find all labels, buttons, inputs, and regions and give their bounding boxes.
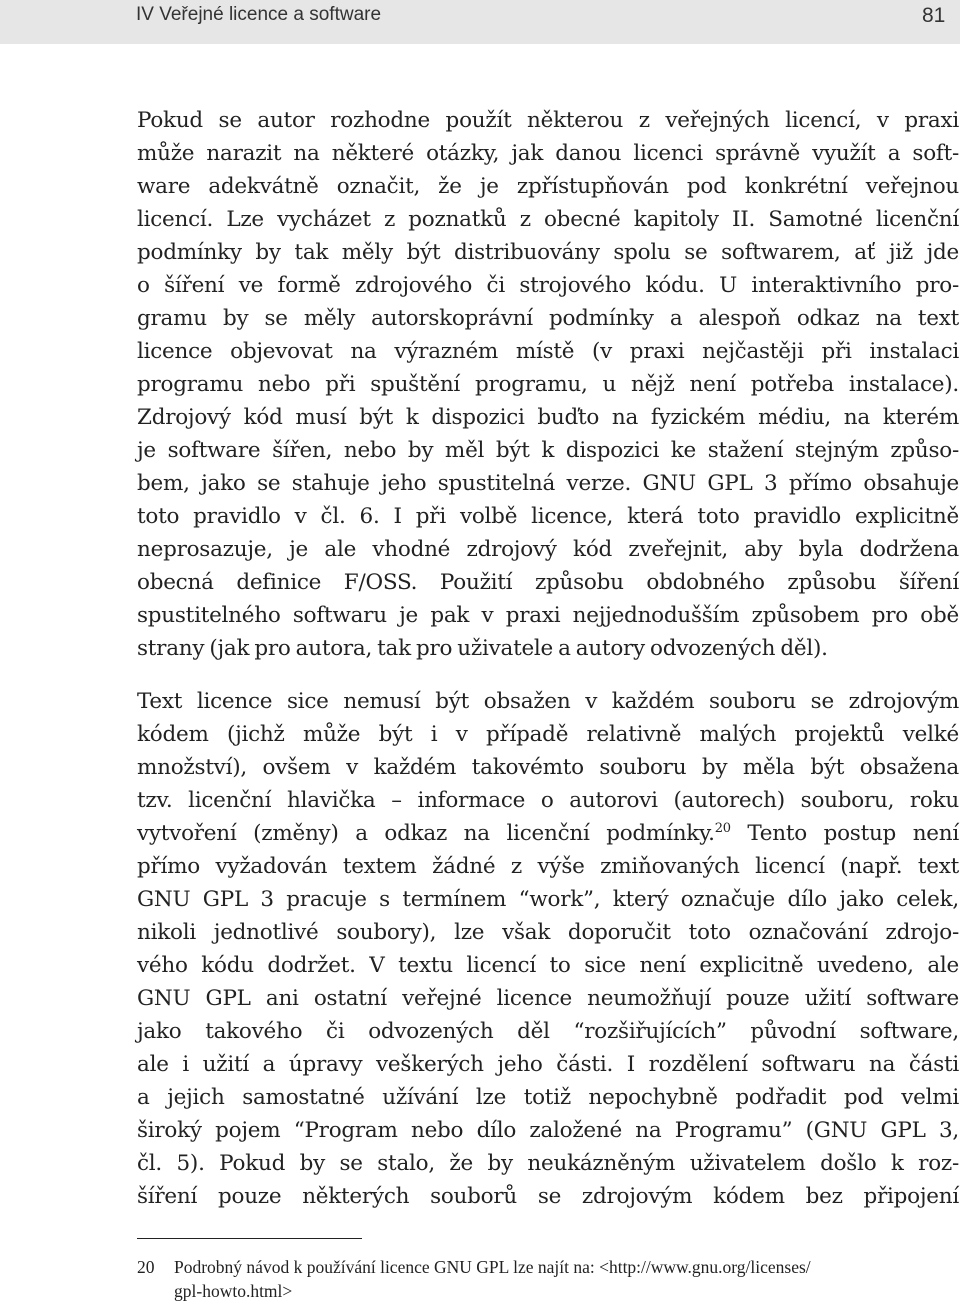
text-line: množství), ovšem v každém takovémto souboru by měla být obsažena <box>137 755 959 780</box>
text-line: přímo vyžadován textem žádné z výše zmiňovaných licencí (např. text <box>137 854 959 879</box>
text-line: je software šířen, nebo by měl být k dispozici ke stažení stejným způso- <box>137 438 959 463</box>
footnote-divider <box>137 1238 362 1239</box>
footnote-number: 20 <box>137 1257 155 1277</box>
text-line: kódem (jichž může být i v případě relativně malých projektů velké <box>137 722 959 747</box>
text-line: jako takového či odvozených děl “rozšiřujících” původní software, <box>137 1019 959 1044</box>
paragraph-2 <box>137 685 959 1213</box>
text-line: neprosazuje, je ale vhodné zdrojový kód zveřejnit, aby byla dodržena <box>137 537 959 562</box>
text-line: programu nebo při spuštění programu, u nějž není potřeba instalace). <box>137 372 959 397</box>
text-line: obecná definice F/OSS. Použití způsobu obdobného způsobu šíření <box>137 570 959 595</box>
text-line: široký pojem “Program nebo dílo založené na Programu” (GNU GPL 3, <box>137 1118 959 1143</box>
text-line: vého kódu dodržet. V textu licencí to sice není explicitně uvedeno, ale <box>137 953 959 978</box>
text-line: licence objevovat na výrazném místě (v praxi nejčastěji při instalaci <box>137 339 959 364</box>
text-line: ware adekvátně označit, že je zpřístupňován pod konkrétní veřejnou <box>137 174 959 199</box>
text-line: šíření pouze některých souborů se zdrojovým kódem bez připojení <box>137 1184 959 1209</box>
text-line: Pokud se autor rozhodne použít některou z veřejných licencí, v praxi <box>137 108 959 133</box>
footnote-line[interactable]: gpl-howto.html> <box>174 1281 293 1301</box>
text-line: toto pravidlo v čl. 6. I při volbě licence, která toto pravidlo explicitně <box>137 504 959 529</box>
text-line: ale i užití a úpravy veškerých jeho části. I rozdělení softwaru na části <box>137 1052 959 1077</box>
footnote-text <box>174 1255 959 1303</box>
text-line: Zdrojový kód musí být k dispozici buďto na fyzickém médiu, na kterém <box>137 405 959 430</box>
page-number: 81 <box>922 4 946 27</box>
text-line: gramu by se měly autorskoprávní podmínky a alespoň odkaz na text <box>137 306 959 331</box>
text-line: podmínky by tak měly být distribuovány spolu se softwarem, ať již jde <box>137 240 959 265</box>
paragraph-1 <box>137 104 959 665</box>
text-line: GNU GPL ani ostatní veřejné licence neumožňují pouze užití software <box>137 986 959 1011</box>
text-line: strany (jak pro autora, tak pro uživatele a autory odvozených děl). <box>137 636 828 661</box>
text-line: Text licence sice nemusí být obsažen v každém souboru se zdrojovým <box>137 689 959 714</box>
text-line: GNU GPL 3 pracuje s termínem “work”, který označuje dílo jako celek, <box>137 887 959 912</box>
running-header <box>0 0 960 44</box>
text-line: bem, jako se stahuje jeho spustitelná verze. GNU GPL 3 přímo obsahuje <box>137 471 959 496</box>
chapter-title: IV Veřejné licence a software <box>136 4 382 25</box>
text-line: spustitelného softwaru je pak v praxi nejjednodušším způsobem pro obě <box>137 603 959 628</box>
footnote-line[interactable]: Podrobný návod k používání licence GNU GPL lze najít na: <http://www.gnu.org/licenses/ <box>174 1257 811 1277</box>
text-line-with-footnote <box>137 817 959 850</box>
text-line: nikoli jednotlivé soubory), lze však doporučit toto označování zdrojo- <box>137 920 959 945</box>
text-segment: vytvoření (změny) a odkaz na licenční podmínky. <box>137 821 715 846</box>
text-line: o šíření ve formě zdrojového či strojového kódu. U interaktivního pro- <box>137 273 959 298</box>
text-line: tzv. licenční hlavička – informace o autorovi (autorech) souboru, roku <box>137 788 959 813</box>
text-segment: Tento postup není <box>730 821 959 846</box>
footnote-reference[interactable]: 20 <box>714 820 731 836</box>
text-line: může narazit na některé otázky, jak danou licenci správně využít a soft- <box>137 141 959 166</box>
text-line: licencí. Lze vycházet z poznatků z obecné kapitoly II. Samotné licenční <box>137 207 959 232</box>
text-line: a jejich samostatné užívání lze totiž nepochybně podřadit pod velmi <box>137 1085 959 1110</box>
text-line: čl. 5). Pokud by se stalo, že by neukázněným uživatelem došlo k roz- <box>137 1151 959 1176</box>
